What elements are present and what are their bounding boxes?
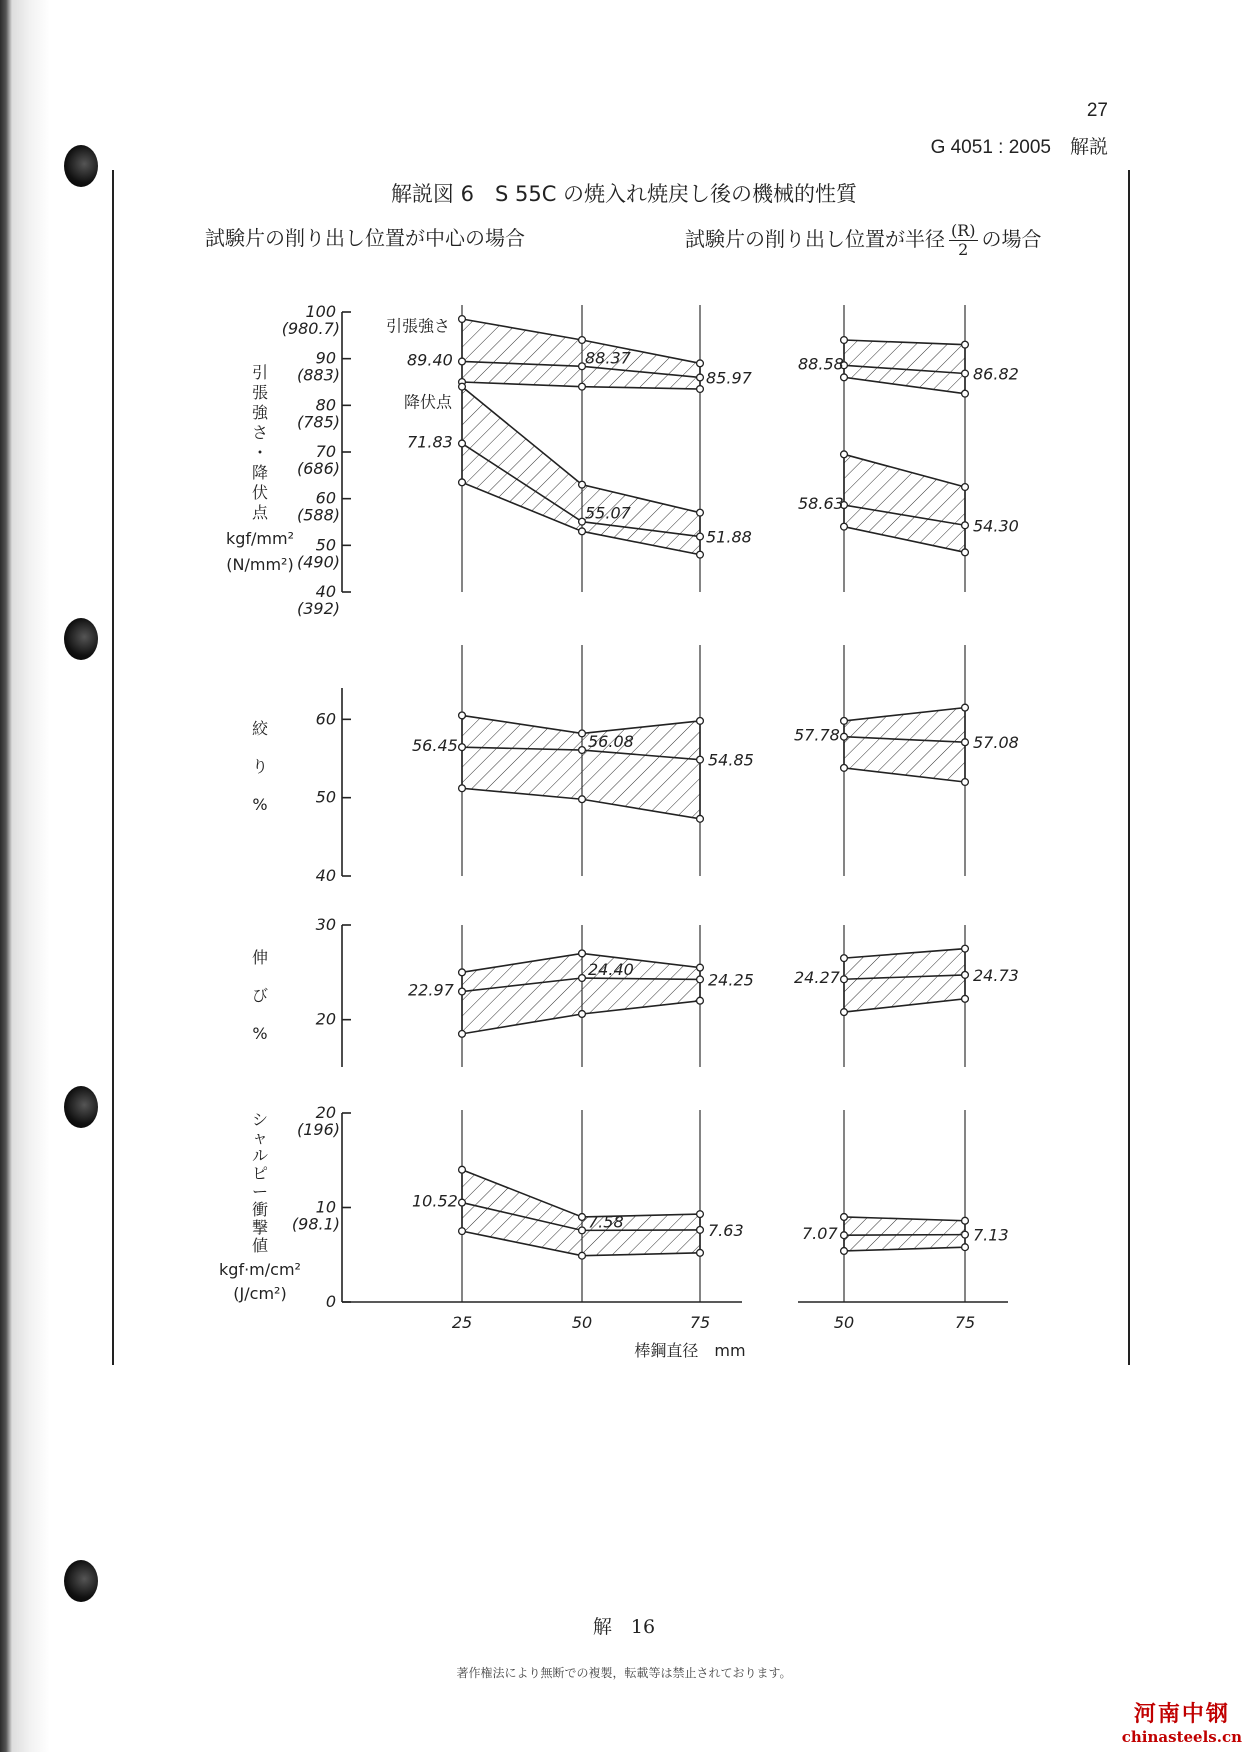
range-point	[962, 1244, 969, 1251]
footer-page-label: 解 16	[592, 1616, 656, 1638]
mean-point	[841, 976, 848, 983]
range-point	[579, 950, 586, 957]
y-tick-sublabel: (588)	[296, 505, 340, 525]
range-point	[962, 341, 969, 348]
watermark-line1: 河南中钢	[1133, 1701, 1230, 1727]
y-axis-label-part: 強	[251, 403, 269, 422]
range-point	[697, 551, 704, 558]
y-axis-label-part: 張	[251, 383, 269, 402]
y-axis-label-part: (J/cm²)	[233, 1284, 287, 1303]
y-tick-label: 20	[315, 1009, 336, 1029]
mean-value-label: 7.58	[588, 1212, 624, 1232]
mean-point	[459, 988, 466, 995]
mean-value-label: 24.27	[794, 968, 840, 988]
mean-point	[841, 733, 848, 740]
y-tick-sublabel: (490)	[296, 552, 340, 572]
mean-point	[697, 1226, 704, 1233]
range-point	[962, 995, 969, 1002]
scatter-band	[844, 949, 965, 1012]
y-axis-label-part: び	[251, 986, 269, 1005]
range-point	[697, 1211, 704, 1218]
y-tick-label: 60	[315, 709, 336, 729]
y-axis-label-part: 撃	[251, 1218, 269, 1237]
y-axis-label-part: 引	[251, 363, 269, 382]
fraction-denominator: 2	[958, 240, 969, 259]
mean-point	[459, 1199, 466, 1206]
range-point	[579, 796, 586, 803]
right-subtitle-prefix: 試験片の削り出し位置が半径	[685, 227, 945, 251]
y-axis-label-part: %	[252, 1024, 268, 1043]
series-name-label: 降伏点	[404, 392, 453, 412]
y-tick-label: 10	[315, 1197, 336, 1217]
range-point	[841, 523, 848, 530]
range-point	[459, 479, 466, 486]
y-tick-label: 50	[315, 787, 336, 807]
y-tick-label: 30	[315, 915, 336, 934]
figure-title: 解説図 6 S 55C の焼入れ焼戻し後の機械的性質	[390, 182, 858, 206]
range-point	[841, 1248, 848, 1255]
range-point	[962, 945, 969, 952]
range-point	[697, 718, 704, 725]
y-tick-label: 50	[315, 535, 336, 555]
range-point	[841, 765, 848, 772]
mean-point	[962, 971, 969, 978]
range-point	[962, 704, 969, 711]
range-point	[841, 1009, 848, 1016]
y-axis-label-part: ピ	[251, 1164, 269, 1183]
mean-value-label: 7.13	[973, 1225, 1009, 1245]
range-point	[459, 1228, 466, 1235]
mean-point	[697, 976, 704, 983]
x-tick-label: 75	[954, 1313, 976, 1332]
y-tick-label: 20	[315, 1103, 336, 1122]
range-point	[459, 712, 466, 719]
y-tick-sublabel: (686)	[296, 459, 340, 478]
y-axis-label-part: ャ	[251, 1128, 269, 1147]
mean-point	[459, 358, 466, 365]
y-axis-label-part: ・	[251, 443, 269, 462]
range-point	[459, 383, 466, 390]
mean-value-label: 10.52	[412, 1191, 458, 1211]
range-point	[459, 785, 466, 792]
watermark	[1122, 1697, 1242, 1746]
range-point	[697, 1249, 704, 1256]
watermark-line2: chinasteels.cn	[1121, 1728, 1242, 1746]
mean-value-label: 57.08	[973, 733, 1019, 753]
mean-value-label: 89.40	[407, 350, 453, 370]
y-tick-sublabel: (196)	[296, 1120, 340, 1139]
mean-point	[697, 756, 704, 763]
range-point	[579, 1252, 586, 1259]
mean-value-label: 55.07	[585, 503, 631, 523]
range-point	[962, 549, 969, 556]
range-point	[459, 316, 466, 323]
range-point	[579, 730, 586, 737]
x-tick-label: 50	[571, 1313, 593, 1332]
mean-point	[697, 374, 704, 381]
range-point	[459, 1166, 466, 1173]
copyright-notice: 著作権法により無断での複製，転載等は禁止されております。	[456, 1666, 792, 1680]
range-point	[841, 718, 848, 725]
range-point	[841, 1214, 848, 1221]
x-tick-label: 75	[689, 1313, 711, 1332]
mean-point	[579, 747, 586, 754]
scatter-band	[462, 319, 700, 389]
y-axis-label-part: kgf/mm²	[225, 529, 295, 548]
y-axis-label-part: %	[252, 795, 268, 814]
range-point	[962, 390, 969, 397]
range-point	[697, 386, 704, 393]
y-tick-label: 60	[315, 488, 336, 508]
mean-value-label: 7.07	[802, 1224, 838, 1244]
mean-value-label: 56.08	[588, 732, 634, 752]
range-point	[962, 1217, 969, 1224]
y-axis-label-part: 点	[251, 503, 269, 522]
y-axis-label-part: ル	[251, 1146, 269, 1165]
range-point	[579, 481, 586, 488]
range-point	[841, 337, 848, 344]
mean-point	[962, 1231, 969, 1238]
y-tick-sublabel: (98.1)	[291, 1214, 340, 1234]
y-tick-label: 0	[325, 1292, 336, 1311]
range-point	[579, 383, 586, 390]
mean-value-label: 54.30	[973, 516, 1019, 536]
mean-point	[459, 744, 466, 751]
range-point	[962, 779, 969, 786]
mean-value-label: 57.78	[794, 725, 840, 745]
y-tick-sublabel: (883)	[296, 365, 340, 385]
mean-value-label: 71.83	[407, 432, 453, 452]
y-axis-label-part: 絞	[251, 719, 269, 738]
mean-point	[841, 1232, 848, 1239]
mean-value-label: 7.63	[708, 1220, 744, 1240]
mean-point	[962, 739, 969, 746]
y-axis-label-part: 衝	[251, 1200, 269, 1219]
y-axis-label-part: 降	[251, 463, 269, 482]
standard-code: G 4051 : 2005 解説	[930, 137, 1108, 158]
series-name-label: 引張強さ	[386, 316, 451, 336]
mean-point	[459, 440, 466, 447]
mean-value-label: 51.88	[706, 527, 752, 547]
y-axis-label-part: (N/mm²)	[226, 555, 294, 574]
scatter-band	[844, 708, 965, 782]
y-axis-label-part: 伏	[251, 483, 269, 502]
mean-point	[579, 1227, 586, 1234]
range-point	[697, 360, 704, 367]
y-axis-label-part: り	[251, 757, 269, 776]
mean-point	[579, 975, 586, 982]
mean-value-label: 24.25	[708, 970, 754, 990]
mean-value-label: 88.58	[798, 354, 844, 374]
mean-value-label: 56.45	[412, 736, 458, 756]
y-axis-label-part: kgf·m/cm²	[219, 1260, 301, 1279]
left-subtitle: 試験片の削り出し位置が中心の場合	[205, 226, 525, 250]
y-axis-label-part: 値	[251, 1236, 269, 1255]
mean-value-label: 24.40	[588, 960, 634, 980]
mean-value-label: 58.63	[798, 494, 844, 514]
right-subtitle-suffix: の場合	[981, 227, 1042, 251]
y-tick-label: 100	[305, 302, 336, 321]
range-point	[697, 815, 704, 822]
mean-value-label: 24.73	[973, 965, 1019, 985]
range-point	[962, 484, 969, 491]
range-point	[697, 997, 704, 1004]
scatter-band	[844, 454, 965, 552]
mean-point	[697, 533, 704, 540]
range-point	[579, 337, 586, 344]
y-axis-label-part: 伸	[251, 948, 269, 967]
y-axis-label-part: ー	[251, 1182, 269, 1201]
range-point	[697, 964, 704, 971]
x-tick-label: 25	[451, 1313, 473, 1332]
range-point	[697, 509, 704, 516]
mean-value-label: 54.85	[708, 750, 754, 770]
y-tick-label: 40	[315, 582, 336, 601]
mean-value-label: 85.97	[706, 368, 752, 388]
range-point	[459, 969, 466, 976]
range-point	[459, 1030, 466, 1037]
mean-point	[962, 370, 969, 377]
y-tick-sublabel: (785)	[296, 412, 340, 432]
fraction-numerator: (R)	[951, 221, 976, 240]
y-tick-label: 90	[315, 348, 336, 368]
x-axis-label: 棒鋼直径 mm	[634, 1341, 746, 1360]
mean-value-label: 88.37	[585, 348, 631, 368]
y-axis-label-part: シ	[251, 1110, 269, 1129]
y-tick-label: 70	[315, 442, 336, 461]
scatter-band	[462, 1170, 700, 1256]
range-point	[579, 528, 586, 535]
x-tick-label: 50	[833, 1313, 855, 1332]
scatter-band	[462, 953, 700, 1033]
y-tick-sublabel: (392)	[296, 599, 340, 618]
range-point	[579, 1011, 586, 1018]
y-axis-label-part: さ	[251, 423, 269, 442]
mean-value-label: 86.82	[973, 364, 1019, 384]
page-number: 27	[1086, 100, 1108, 121]
mean-point	[962, 522, 969, 529]
range-point	[841, 955, 848, 962]
y-tick-label: 40	[315, 866, 336, 885]
mean-line	[844, 1235, 965, 1236]
mean-value-label: 22.97	[408, 980, 454, 1000]
range-point	[841, 451, 848, 458]
y-tick-label: 80	[315, 395, 336, 415]
range-point	[579, 1214, 586, 1221]
y-tick-sublabel: (980.7)	[281, 319, 340, 338]
range-point	[841, 374, 848, 381]
